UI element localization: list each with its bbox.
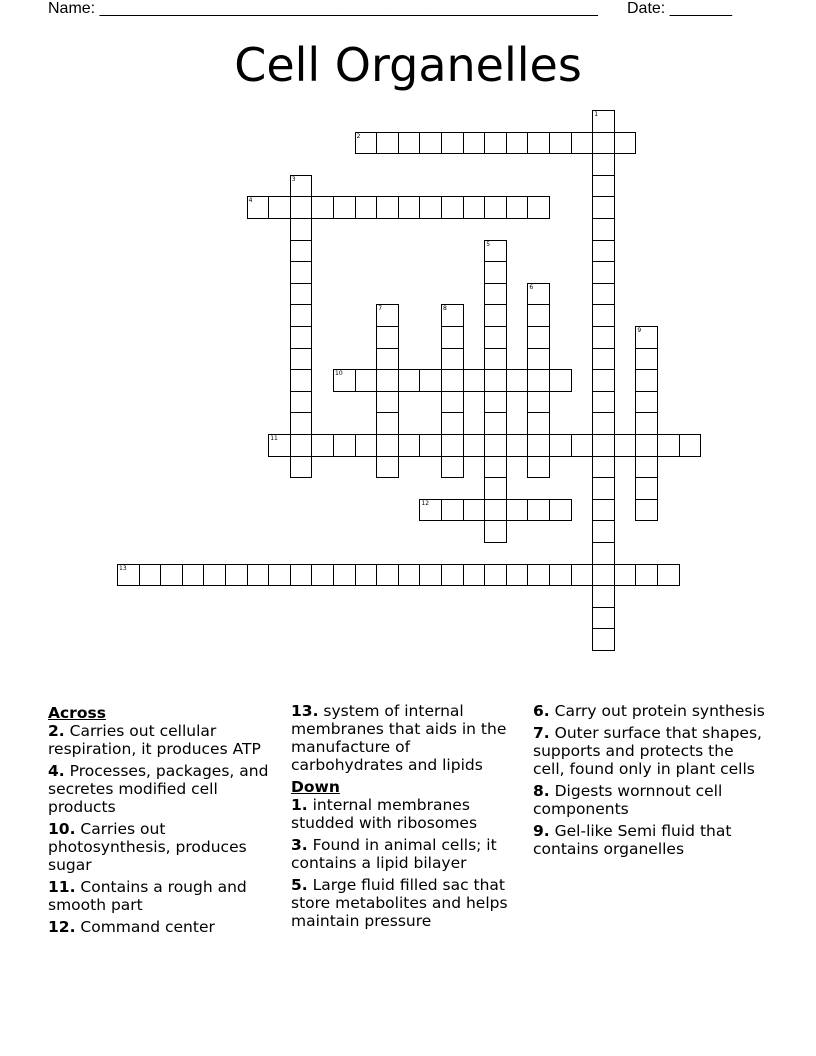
crossword-cell[interactable] xyxy=(549,434,572,457)
clue-across-2: 2. Carries out cellular respiration, it produces ATP xyxy=(48,722,261,758)
clue-across-4: 4. Processes, packages, and secretes modified cell products xyxy=(48,762,269,816)
crossword-cell[interactable] xyxy=(290,283,313,306)
crossword-cell[interactable] xyxy=(506,434,529,457)
clue-across-10: 10. Carries out photosynthesis, produces sugar xyxy=(48,820,247,874)
crossword-cell[interactable] xyxy=(247,196,270,219)
crossword-cell[interactable] xyxy=(268,196,291,219)
cell-number: 11 xyxy=(270,435,278,442)
crossword-cell[interactable] xyxy=(484,304,507,327)
crossword-cell[interactable] xyxy=(635,477,658,500)
cell-number: 2 xyxy=(356,132,361,140)
cell-number: 4 xyxy=(248,197,253,205)
clue-down-7: 7. Outer surface that shapes, supports and protects the cell, found only in plant cells xyxy=(533,724,762,778)
crossword-cell[interactable] xyxy=(484,240,507,263)
crossword-cell[interactable] xyxy=(484,434,507,457)
crossword-cell[interactable] xyxy=(247,564,270,587)
cell-number: 7 xyxy=(378,305,383,313)
crossword-cell[interactable] xyxy=(484,283,507,306)
crossword-cell[interactable] xyxy=(592,175,615,198)
crossword-cell[interactable] xyxy=(592,196,615,219)
crossword-cell[interactable] xyxy=(484,391,507,414)
crossword-cell[interactable] xyxy=(614,132,637,155)
crossword-cell[interactable] xyxy=(592,153,615,176)
crossword-cell[interactable] xyxy=(592,240,615,263)
crossword-cell[interactable] xyxy=(484,261,507,284)
crossword-cell[interactable] xyxy=(117,564,140,587)
crossword-cell[interactable] xyxy=(203,564,226,587)
crossword-cell[interactable] xyxy=(635,391,658,414)
clue-across-12: 12. Command center xyxy=(48,918,215,936)
crossword-cell[interactable] xyxy=(290,348,313,371)
crossword-cell[interactable] xyxy=(484,499,507,522)
page-title: Cell Organelles xyxy=(234,38,582,92)
crossword-cell[interactable] xyxy=(290,369,313,392)
crossword-cell[interactable] xyxy=(506,369,529,392)
crossword-cell[interactable] xyxy=(376,132,399,155)
crossword-cell[interactable] xyxy=(376,348,399,371)
crossword-cell[interactable] xyxy=(592,369,615,392)
crossword-cell[interactable] xyxy=(527,348,550,371)
crossword-cell[interactable] xyxy=(614,434,637,457)
crossword-cell[interactable] xyxy=(441,499,464,522)
crossword-cell[interactable] xyxy=(398,196,421,219)
crossword-cell[interactable] xyxy=(635,499,658,522)
crossword-cell[interactable] xyxy=(592,283,615,306)
clue-down-3: 3. Found in animal cells; it contains a lipid bilayer xyxy=(291,836,497,872)
crossword-cell[interactable] xyxy=(549,369,572,392)
crossword-cell[interactable] xyxy=(484,520,507,543)
clues-column-3 xyxy=(533,702,769,862)
crossword-cell[interactable] xyxy=(484,196,507,219)
crossword-cell[interactable] xyxy=(441,196,464,219)
cell-number: 3 xyxy=(291,175,296,183)
crossword-cell[interactable] xyxy=(484,564,507,587)
crossword-cell[interactable] xyxy=(290,261,313,284)
down-heading: Down xyxy=(291,778,340,796)
crossword-cell[interactable] xyxy=(376,391,399,414)
crossword-cell[interactable] xyxy=(441,348,464,371)
crossword-cell[interactable] xyxy=(290,326,313,349)
crossword-cell[interactable] xyxy=(290,304,313,327)
crossword-cell[interactable] xyxy=(463,499,486,522)
crossword-cell[interactable] xyxy=(527,391,550,414)
crossword-cell[interactable] xyxy=(225,564,248,587)
crossword-cell[interactable] xyxy=(484,132,507,155)
crossword-cell[interactable] xyxy=(355,132,378,155)
crossword-cell[interactable] xyxy=(419,369,442,392)
crossword-cell[interactable] xyxy=(290,412,313,435)
crossword-cell[interactable] xyxy=(592,132,615,155)
crossword-cell[interactable] xyxy=(463,434,486,457)
crossword-cell[interactable] xyxy=(376,412,399,435)
crossword-cell[interactable] xyxy=(592,326,615,349)
crossword-cell[interactable] xyxy=(506,132,529,155)
crossword-cell[interactable] xyxy=(657,434,680,457)
clue-down-9: 9. Gel-like Semi fluid that contains organelles xyxy=(533,822,732,858)
crossword-cell[interactable] xyxy=(635,369,658,392)
crossword-cell[interactable] xyxy=(592,607,615,630)
crossword-cell[interactable] xyxy=(441,456,464,479)
crossword-cell[interactable] xyxy=(635,564,658,587)
cell-number: 13 xyxy=(119,564,127,572)
crossword-cell[interactable] xyxy=(527,132,550,155)
crossword-cell[interactable] xyxy=(463,196,486,219)
crossword-cell[interactable] xyxy=(441,391,464,414)
crossword-cell[interactable] xyxy=(484,326,507,349)
crossword-cell[interactable] xyxy=(463,564,486,587)
crossword-cell[interactable] xyxy=(657,564,680,587)
crossword-cell[interactable] xyxy=(484,369,507,392)
crossword-cell[interactable] xyxy=(571,564,594,587)
crossword-cell[interactable] xyxy=(484,477,507,500)
crossword-cell[interactable] xyxy=(398,132,421,155)
crossword-cell[interactable] xyxy=(635,456,658,479)
clues-column-2 xyxy=(291,702,527,934)
cell-number: 5 xyxy=(486,240,491,248)
crossword-cell[interactable] xyxy=(333,434,356,457)
crossword-cell[interactable] xyxy=(419,499,442,522)
crossword-cell[interactable] xyxy=(355,564,378,587)
crossword-cell[interactable] xyxy=(311,196,334,219)
crossword-cell[interactable] xyxy=(592,304,615,327)
crossword-cell[interactable] xyxy=(355,434,378,457)
crossword-cell[interactable] xyxy=(182,564,205,587)
crossword-cell[interactable] xyxy=(268,434,291,457)
crossword-cell[interactable] xyxy=(463,132,486,155)
crossword-cell[interactable] xyxy=(679,434,702,457)
crossword-cell[interactable] xyxy=(311,434,334,457)
crossword-cell[interactable] xyxy=(527,283,550,306)
crossword-cell[interactable] xyxy=(506,499,529,522)
crossword-cell[interactable] xyxy=(419,196,442,219)
date-field-label[interactable]: Date: _______ xyxy=(627,0,732,17)
crossword-cell[interactable] xyxy=(571,132,594,155)
crossword-cell[interactable] xyxy=(592,456,615,479)
crossword-cell[interactable] xyxy=(592,585,615,608)
crossword-cell[interactable] xyxy=(333,369,356,392)
crossword-cell[interactable] xyxy=(549,499,572,522)
crossword-cell[interactable] xyxy=(527,196,550,219)
clue-down-1: 1. internal membranes studded with ribosomes xyxy=(291,796,478,832)
crossword-cell[interactable] xyxy=(290,564,313,587)
crossword-cell[interactable] xyxy=(290,434,313,457)
crossword-cell[interactable] xyxy=(527,564,550,587)
crossword-cell[interactable] xyxy=(592,520,615,543)
clue-down-8: 8. Digests wornnout cell components xyxy=(533,782,723,818)
crossword-cell[interactable] xyxy=(355,369,378,392)
cell-number: 10 xyxy=(335,370,343,378)
crossword-cell[interactable] xyxy=(441,326,464,349)
crossword-cell[interactable] xyxy=(419,564,442,587)
crossword-cell[interactable] xyxy=(290,391,313,414)
crossword-cell[interactable] xyxy=(592,261,615,284)
crossword-cell[interactable] xyxy=(419,132,442,155)
crossword-cell[interactable] xyxy=(290,218,313,241)
crossword-cell[interactable] xyxy=(376,326,399,349)
crossword-cell[interactable] xyxy=(355,196,378,219)
crossword-cell[interactable] xyxy=(441,434,464,457)
clue-down-5: 5. Large fluid filled sac that store metabolites and helps maintain pressure xyxy=(291,876,508,930)
name-field-label[interactable]: Name: ________________________________________________________ xyxy=(48,0,598,17)
crossword-cell[interactable] xyxy=(376,564,399,587)
crossword-cell[interactable] xyxy=(527,412,550,435)
cell-number: 12 xyxy=(421,499,430,507)
crossword-cell[interactable] xyxy=(441,132,464,155)
crossword-cell[interactable] xyxy=(268,564,291,587)
crossword-cell[interactable] xyxy=(419,434,442,457)
clue-across-11: 11. Contains a rough and smooth part xyxy=(48,878,247,914)
crossword-cell[interactable] xyxy=(592,564,615,587)
crossword-cell[interactable] xyxy=(333,564,356,587)
crossword-cell[interactable] xyxy=(160,564,183,587)
crossword-cell[interactable] xyxy=(441,304,464,327)
crossword-cell[interactable] xyxy=(527,304,550,327)
crossword-cell[interactable] xyxy=(441,412,464,435)
crossword-cell[interactable] xyxy=(290,175,313,198)
crossword-cell[interactable] xyxy=(592,348,615,371)
crossword-cell[interactable] xyxy=(290,196,313,219)
crossword-cell[interactable] xyxy=(398,434,421,457)
crossword-cell[interactable] xyxy=(463,369,486,392)
crossword-cell[interactable] xyxy=(635,348,658,371)
crossword-cell[interactable] xyxy=(592,110,615,133)
cell-number: 8 xyxy=(443,305,447,313)
crossword-cell[interactable] xyxy=(592,391,615,414)
clue-down-6: 6. Carry out protein synthesis xyxy=(533,702,765,720)
crossword-cell[interactable] xyxy=(527,326,550,349)
crossword-cell[interactable] xyxy=(333,196,356,219)
crossword-cell[interactable] xyxy=(635,434,658,457)
crossword-cell[interactable] xyxy=(398,369,421,392)
crossword-cell[interactable] xyxy=(506,196,529,219)
crossword-cell[interactable] xyxy=(635,412,658,435)
crossword-cell[interactable] xyxy=(635,326,658,349)
crossword-cell[interactable] xyxy=(592,412,615,435)
crossword-cell[interactable] xyxy=(592,499,615,522)
crossword-cell[interactable] xyxy=(592,628,615,651)
crossword-cell[interactable] xyxy=(527,369,550,392)
crossword-cell[interactable] xyxy=(527,434,550,457)
crossword-cell[interactable] xyxy=(549,132,572,155)
crossword-cell[interactable] xyxy=(484,412,507,435)
cell-number: 1 xyxy=(594,111,599,118)
crossword-cell[interactable] xyxy=(614,564,637,587)
crossword-cell[interactable] xyxy=(506,564,529,587)
crossword-cell[interactable] xyxy=(290,240,313,263)
crossword-cell[interactable] xyxy=(527,456,550,479)
crossword-cell[interactable] xyxy=(592,477,615,500)
crossword-cell[interactable] xyxy=(376,196,399,219)
crossword-cell[interactable] xyxy=(441,564,464,587)
crossword-cell[interactable] xyxy=(484,456,507,479)
crossword-cell[interactable] xyxy=(139,564,162,587)
crossword-cell[interactable] xyxy=(592,434,615,457)
cell-number: 6 xyxy=(529,283,534,291)
clue-across-13: 13. system of internal membranes that aids in the manufacture of carbohydrates and lipids xyxy=(291,702,507,774)
crossword-cell[interactable] xyxy=(376,304,399,327)
crossword-cell[interactable] xyxy=(527,499,550,522)
crossword-cell[interactable] xyxy=(441,369,464,392)
crossword-cell[interactable] xyxy=(311,564,334,587)
across-heading: Across xyxy=(48,704,106,722)
crossword-cell[interactable] xyxy=(398,564,421,587)
clues-column-1 xyxy=(48,702,284,940)
crossword-cell[interactable] xyxy=(571,434,594,457)
crossword-cell[interactable] xyxy=(592,218,615,241)
crossword-cell[interactable] xyxy=(376,434,399,457)
crossword-cell[interactable] xyxy=(290,456,313,479)
crossword-cell[interactable] xyxy=(592,542,615,565)
crossword-cell[interactable] xyxy=(376,456,399,479)
crossword-cell[interactable] xyxy=(484,348,507,371)
crossword-cell[interactable] xyxy=(376,369,399,392)
cell-number: 9 xyxy=(637,327,642,334)
crossword-cell[interactable] xyxy=(549,564,572,587)
